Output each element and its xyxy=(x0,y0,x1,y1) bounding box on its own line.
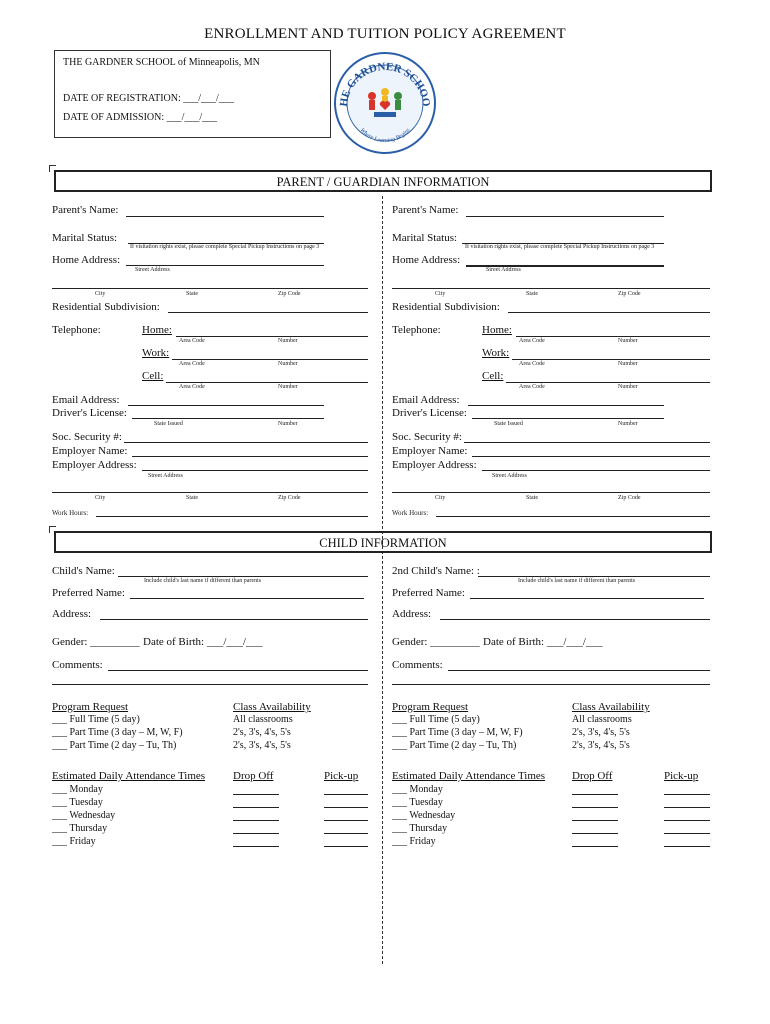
area-code-caption-3l: Area Code xyxy=(179,384,205,390)
address-field-right[interactable] xyxy=(440,619,710,620)
work-hours-field-left[interactable] xyxy=(96,516,368,517)
number-caption-1l: Number xyxy=(278,338,298,344)
city-caption-left: City xyxy=(95,291,106,297)
employer-name-field-right[interactable] xyxy=(472,456,710,457)
gender-label-left[interactable]: Gender: _________ xyxy=(52,636,140,648)
day-monday-left[interactable]: ___ Monday xyxy=(52,784,103,795)
date-of-registration[interactable]: DATE OF REGISTRATION: ___/___/___ xyxy=(63,93,234,104)
pickup-fri-right[interactable] xyxy=(664,846,710,847)
employer-address-label-left: Employer Address: xyxy=(52,459,137,471)
license-label-left: Driver's License: xyxy=(52,407,127,419)
dropoff-wed-right[interactable] xyxy=(572,820,618,821)
second-child-name-label: 2nd Child's Name: : xyxy=(392,565,480,577)
program-option-1-right[interactable]: ___ Full Time (5 day) xyxy=(392,714,480,725)
telephone-label-right: Telephone: xyxy=(392,324,441,336)
day-thursday-left[interactable]: ___ Thursday xyxy=(52,823,108,834)
child-name-label: Child's Name: xyxy=(52,565,115,577)
email-label-right: Email Address: xyxy=(392,394,460,406)
day-thursday-right[interactable]: ___ Thursday xyxy=(392,823,448,834)
visitation-note-right: If visitation rights exist, please complete Special Pickup Instructions on page 3 xyxy=(465,244,655,250)
number-caption-2r: Number xyxy=(618,361,638,367)
email-label-left: Email Address: xyxy=(52,394,120,406)
license-label-right: Driver's License: xyxy=(392,407,467,419)
number-caption-2l: Number xyxy=(278,361,298,367)
employer-city-field-right[interactable] xyxy=(392,492,710,493)
preferred-name-field-left[interactable] xyxy=(130,598,364,599)
parent-name-field-right[interactable] xyxy=(466,216,664,217)
address-label-left: Address: xyxy=(52,608,92,620)
zip-caption-right: Zip Code xyxy=(618,291,641,297)
parent-name-label-left: Parent's Name: xyxy=(52,204,119,216)
last-name-note-left: Include child's last name if different than parents xyxy=(144,578,262,584)
employer-name-label-left: Employer Name: xyxy=(52,445,128,457)
street-address-caption-left: Street Address xyxy=(135,267,170,273)
residential-label-left: Residential Subdivision: xyxy=(52,301,160,313)
zip-caption-left: Zip Code xyxy=(278,291,301,297)
dropoff-thu-right[interactable] xyxy=(572,833,618,834)
employer-state-caption-left: State xyxy=(186,495,198,501)
availability-1-right: All classrooms xyxy=(572,714,632,725)
email-field-right[interactable] xyxy=(468,405,664,406)
residential-field-right[interactable] xyxy=(508,312,710,313)
school-info-box xyxy=(54,50,331,138)
program-request-heading-right: Program Request xyxy=(392,701,469,713)
home-phone-field-left[interactable] xyxy=(176,336,368,337)
day-wednesday-left[interactable]: ___ Wednesday xyxy=(52,810,116,821)
area-code-caption-1r: Area Code xyxy=(519,338,545,344)
number-caption-3r: Number xyxy=(618,384,638,390)
preferred-name-label-left: Preferred Name: xyxy=(52,587,125,599)
pickup-wed-left[interactable] xyxy=(324,820,368,821)
employer-city-caption-left: City xyxy=(95,495,106,501)
home-address-field-left[interactable] xyxy=(126,265,324,266)
dropoff-mon-left[interactable] xyxy=(233,794,279,795)
cell-phone-label-right: Cell: xyxy=(482,370,504,382)
pickup-mon-left[interactable] xyxy=(324,794,368,795)
dropoff-fri-left[interactable] xyxy=(233,846,279,847)
dob-label-right[interactable]: Date of Birth: ___/___/___ xyxy=(483,636,603,648)
day-monday-right[interactable]: ___ Monday xyxy=(392,784,443,795)
parent-name-field-left[interactable] xyxy=(126,216,324,217)
day-friday-right[interactable]: ___ Friday xyxy=(392,836,436,847)
day-tuesday-left[interactable]: ___ Tuesday xyxy=(52,797,103,808)
home-phone-label-left: Home: xyxy=(142,324,172,336)
pick-up-heading-right: Pick-up xyxy=(664,770,699,782)
cell-phone-field-right[interactable] xyxy=(506,382,710,383)
child-name-field[interactable] xyxy=(118,576,368,577)
cell-phone-field-left[interactable] xyxy=(166,382,368,383)
home-address-label-left: Home Address: xyxy=(52,254,121,266)
employer-address-field-right[interactable] xyxy=(482,470,710,471)
work-phone-field-right[interactable] xyxy=(512,359,710,360)
program-option-3-right[interactable]: ___ Part Time (2 day – Tu, Th) xyxy=(392,740,517,751)
ssn-label-left: Soc. Security #: xyxy=(52,431,122,443)
dropoff-fri-right[interactable] xyxy=(572,846,618,847)
gender-label-right[interactable]: Gender: _________ xyxy=(392,636,480,648)
home-address-label-right: Home Address: xyxy=(392,254,461,266)
number-caption-3l: Number xyxy=(278,384,298,390)
home-phone-label-right: Home: xyxy=(482,324,512,336)
license-number-caption-right: Number xyxy=(618,421,638,427)
availability-2-right: 2's, 3's, 4's, 5's xyxy=(572,727,630,738)
comments-field-left[interactable] xyxy=(108,670,368,671)
pickup-thu-right[interactable] xyxy=(664,833,710,834)
program-option-2-left[interactable]: ___ Part Time (3 day – M, W, F) xyxy=(52,727,183,738)
email-field-left[interactable] xyxy=(128,405,324,406)
pickup-thu-left[interactable] xyxy=(324,833,368,834)
attendance-heading-left: Estimated Daily Attendance Times xyxy=(52,770,206,782)
area-code-caption-2r: Area Code xyxy=(519,361,545,367)
date-of-admission[interactable]: DATE OF ADMISSION: ___/___/___ xyxy=(63,112,218,123)
city-caption-right: City xyxy=(435,291,446,297)
state-caption-right: State xyxy=(526,291,538,297)
employer-city-caption-right: City xyxy=(435,495,446,501)
dob-label-left[interactable]: Date of Birth: ___/___/___ xyxy=(143,636,263,648)
license-number-caption-left: Number xyxy=(278,421,298,427)
residential-field-left[interactable] xyxy=(168,312,368,313)
work-phone-label-left: Work: xyxy=(142,347,170,359)
pick-up-heading-left: Pick-up xyxy=(324,770,359,782)
visitation-note-left: If visitation rights exist, please complete Special Pickup Instructions on page 3 xyxy=(130,244,320,250)
employer-zip-caption-left: Zip Code xyxy=(278,495,301,501)
employer-address-label-right: Employer Address: xyxy=(392,459,477,471)
comments-label-right: Comments: xyxy=(392,659,443,671)
availability-3-right: 2's, 3's, 4's, 5's xyxy=(572,740,630,751)
parent-name-label-right: Parent's Name: xyxy=(392,204,459,216)
preferred-name-label-right: Preferred Name: xyxy=(392,587,465,599)
school-name: THE GARDNER SCHOOL of Minneapolis, MN xyxy=(63,57,260,68)
program-option-3-left[interactable]: ___ Part Time (2 day – Tu, Th) xyxy=(52,740,177,751)
dropoff-mon-right[interactable] xyxy=(572,794,618,795)
availability-3-left: 2's, 3's, 4's, 5's xyxy=(233,740,291,751)
school-logo xyxy=(330,48,440,158)
comments-field-2-right[interactable] xyxy=(392,684,710,685)
address-label-right: Address: xyxy=(392,608,432,620)
telephone-label-left: Telephone: xyxy=(52,324,101,336)
pickup-fri-left[interactable] xyxy=(324,846,368,847)
ssn-field-left[interactable] xyxy=(124,442,368,443)
city-state-zip-field-left[interactable] xyxy=(52,288,368,289)
work-phone-field-left[interactable] xyxy=(172,359,368,360)
pickup-mon-right[interactable] xyxy=(664,794,710,795)
state-issued-caption-right: State Issued xyxy=(494,421,523,427)
pickup-tue-right[interactable] xyxy=(664,807,710,808)
day-friday-left[interactable]: ___ Friday xyxy=(52,836,96,847)
program-option-1-left[interactable]: ___ Full Time (5 day) xyxy=(52,714,140,725)
license-field-right[interactable] xyxy=(472,418,664,419)
comments-field-right[interactable] xyxy=(448,670,710,671)
employer-street-caption-left: Street Address xyxy=(148,473,183,479)
dropoff-thu-left[interactable] xyxy=(233,833,279,834)
address-field-left[interactable] xyxy=(100,619,368,620)
day-wednesday-right[interactable]: ___ Wednesday xyxy=(392,810,456,821)
program-request-heading-left: Program Request xyxy=(52,701,129,713)
employer-name-label-right: Employer Name: xyxy=(392,445,468,457)
work-phone-label-right: Work: xyxy=(482,347,510,359)
area-code-caption-1l: Area Code xyxy=(179,338,205,344)
state-issued-caption-left: State Issued xyxy=(154,421,183,427)
parent-guardian-heading: PARENT / GUARDIAN INFORMATION xyxy=(54,170,712,192)
class-availability-heading-left: Class Availability xyxy=(233,701,311,713)
ssn-field-right[interactable] xyxy=(464,442,710,443)
city-state-zip-field-right[interactable] xyxy=(392,288,710,289)
marital-status-label-right: Marital Status: xyxy=(392,232,458,244)
second-child-name-field[interactable] xyxy=(478,576,710,577)
pickup-tue-left[interactable] xyxy=(324,807,368,808)
state-caption-left: State xyxy=(186,291,198,297)
license-field-left[interactable] xyxy=(132,418,324,419)
class-availability-heading-right: Class Availability xyxy=(572,701,650,713)
attendance-heading-right: Estimated Daily Attendance Times xyxy=(392,770,546,782)
work-hours-field-right[interactable] xyxy=(436,516,710,517)
cell-phone-label-left: Cell: xyxy=(142,370,164,382)
drop-off-heading-left: Drop Off xyxy=(233,770,274,782)
drop-off-heading-right: Drop Off xyxy=(572,770,613,782)
comments-label-left: Comments: xyxy=(52,659,103,671)
employer-name-field-left[interactable] xyxy=(132,456,368,457)
area-code-caption-2l: Area Code xyxy=(179,361,205,367)
employer-city-field-left[interactable] xyxy=(52,492,368,493)
pickup-wed-right[interactable] xyxy=(664,820,710,821)
form-title: ENROLLMENT AND TUITION POLICY AGREEMENT xyxy=(204,26,566,42)
day-tuesday-right[interactable]: ___ Tuesday xyxy=(392,797,443,808)
availability-1-left: All classrooms xyxy=(233,714,293,725)
last-name-note-right: Include child's last name if different than parents xyxy=(518,578,636,584)
preferred-name-field-right[interactable] xyxy=(470,598,704,599)
work-hours-label-right: Work Hours: xyxy=(392,509,429,517)
employer-address-field-left[interactable] xyxy=(142,470,368,471)
logo-tagline: Where Learning Begins xyxy=(358,127,412,145)
employer-street-caption-right: Street Address xyxy=(492,473,527,479)
number-caption-1r: Number xyxy=(618,338,638,344)
home-phone-field-right[interactable] xyxy=(516,336,710,337)
ssn-label-right: Soc. Security #: xyxy=(392,431,462,443)
street-address-caption-right: Street Address xyxy=(486,267,521,273)
dropoff-tue-left[interactable] xyxy=(233,807,279,808)
comments-field-2-left[interactable] xyxy=(52,684,368,685)
column-divider xyxy=(382,196,383,964)
area-code-caption-3r: Area Code xyxy=(519,384,545,390)
marital-status-label-left: Marital Status: xyxy=(52,232,118,244)
availability-2-left: 2's, 3's, 4's, 5's xyxy=(233,727,291,738)
child-information-heading: CHILD INFORMATION xyxy=(54,531,712,553)
residential-label-right: Residential Subdivision: xyxy=(392,301,500,313)
employer-state-caption-right: State xyxy=(526,495,538,501)
employer-zip-caption-right: Zip Code xyxy=(618,495,641,501)
dropoff-wed-left[interactable] xyxy=(233,820,279,821)
work-hours-label-left: Work Hours: xyxy=(52,509,89,517)
logo-arc-text: HE GARDNER SCHOO xyxy=(337,60,433,108)
program-option-2-right[interactable]: ___ Part Time (3 day – M, W, F) xyxy=(392,727,523,738)
dropoff-tue-right[interactable] xyxy=(572,807,618,808)
